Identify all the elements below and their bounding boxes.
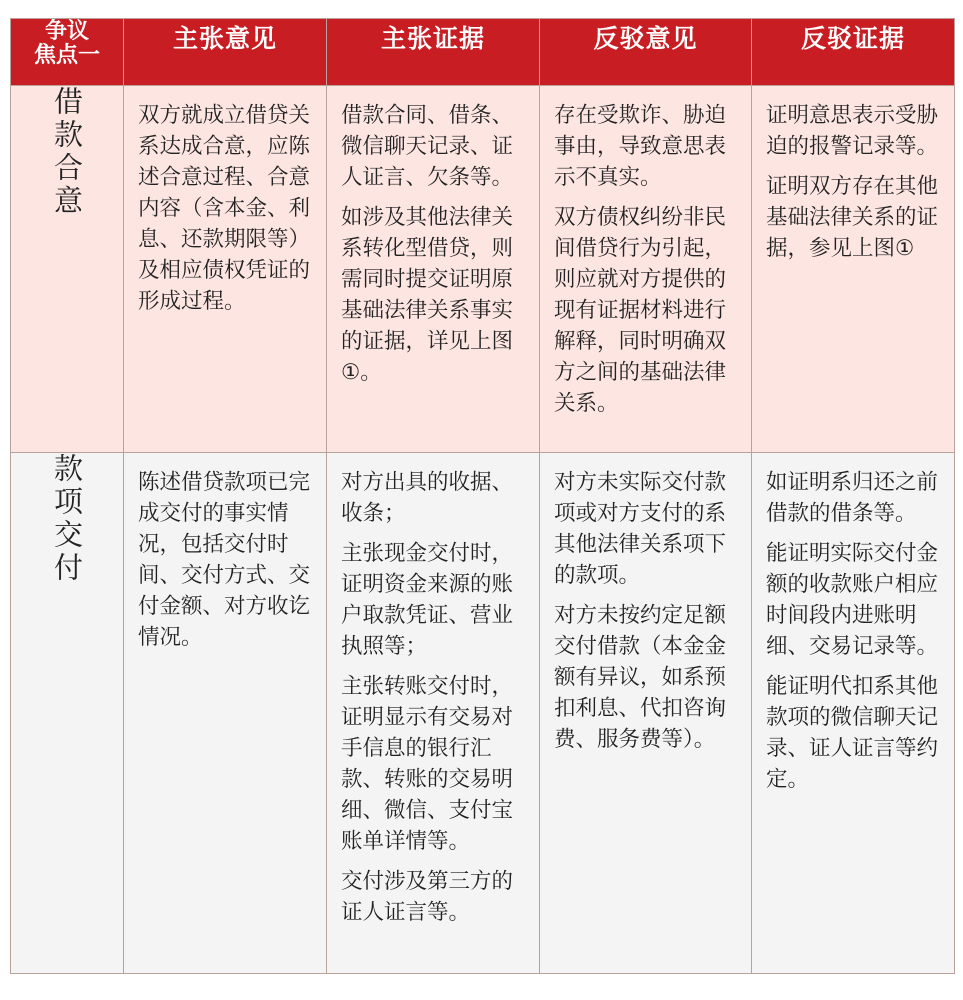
row-label: 借款合意	[50, 86, 84, 218]
header-rebuttal: 反驳意见	[540, 19, 752, 86]
rebuttal-evidence-text: 能证明代扣系其他款项的微信聊天记录、证人证言等约定。	[766, 674, 939, 792]
header-claim: 主张意见	[124, 19, 327, 86]
rebuttal-evidence-text: 能证明实际交付金额的收款账户相应时间段内进账明细、交易记录等。	[766, 541, 939, 659]
claim-evidence-text: 交付涉及第三方的证人证言等。	[341, 869, 514, 925]
rebuttal-evidence-cell	[752, 86, 955, 453]
rebuttal-text: 对方未实际交付款项或对方支付的系其他法律关系项下的款项。	[554, 470, 727, 588]
rebuttal-cell	[540, 86, 752, 453]
row-label: 款项交付	[50, 453, 84, 585]
rebuttal-evidence-text: 证明双方存在其他基础法律关系的证据，参见上图①	[766, 174, 939, 261]
header-focus	[11, 19, 124, 86]
rebuttal-evidence-cell	[752, 453, 955, 974]
row-label-cell	[11, 86, 124, 453]
claim-evidence-text: 主张现金交付时，证明资金来源的账户取款凭证、营业执照等；	[341, 541, 514, 659]
claim-text: 陈述借贷款项已完成交付的事实情况，包括交付时间、交付方式、交付金额、对方收讫情况。	[138, 470, 311, 650]
claim-cell	[124, 453, 327, 974]
header-rebuttal-evidence: 反驳证据	[752, 19, 955, 86]
claim-cell	[124, 86, 327, 453]
claim-evidence-text: 主张转账交付时，证明显示有交易对手信息的银行汇款、转账的交易明细、微信、支付宝账单详情等。	[341, 674, 514, 854]
table-row	[11, 453, 955, 974]
claim-evidence-text: 对方出具的收据、收条；	[341, 470, 514, 526]
claim-evidence-cell	[327, 86, 540, 453]
claim-evidence-cell	[327, 453, 540, 974]
evidence-table	[10, 18, 955, 974]
rebuttal-text: 双方债权纠纷非民间借贷行为引起，则应就对方提供的现有证据材料进行解释，同时明确双方之间的基础法律关系。	[554, 205, 727, 416]
table-row	[11, 86, 955, 453]
rebuttal-evidence-text: 如证明系归还之前借款的借条等。	[766, 470, 939, 526]
row-label-cell	[11, 453, 124, 974]
rebuttal-cell	[540, 453, 752, 974]
claim-text: 双方就成立借贷关系达成合意，应陈述合意过程、合意内容（含本金、利息、还款期限等）及相应债权凭证的形成过程。	[138, 103, 311, 314]
header-focus-line2: 焦点一	[33, 42, 100, 68]
rebuttal-text: 对方未按约定足额交付借款（本金金额有异议，如系预扣利息、代扣咨询费、服务费等）。	[554, 603, 727, 752]
claim-evidence-text: 如涉及其他法律关系转化型借贷，则需同时提交证明原基础法律关系事实的证据，详见上图①。	[341, 205, 514, 385]
header-focus-line1: 争议	[44, 18, 89, 44]
claim-evidence-text: 借款合同、借条、微信聊天记录、证人证言、欠条等。	[341, 103, 514, 190]
rebuttal-evidence-text: 证明意思表示受胁迫的报警记录等。	[766, 103, 939, 159]
rebuttal-text: 存在受欺诈、胁迫事由，导致意思表示不真实。	[554, 103, 727, 190]
header-row	[11, 19, 955, 86]
header-claim-evidence: 主张证据	[327, 19, 540, 86]
